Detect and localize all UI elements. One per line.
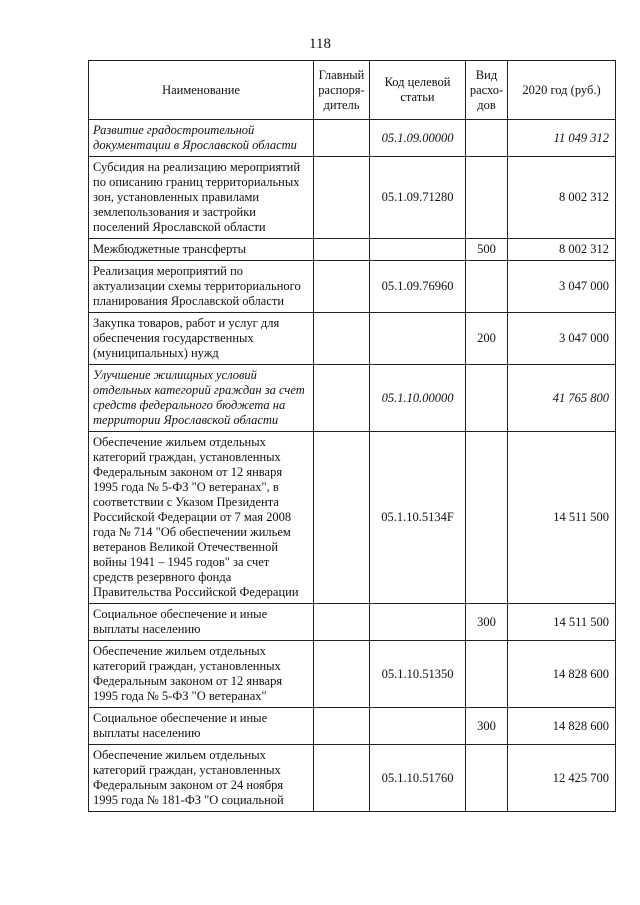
row-amount: 11 049 312 [508, 120, 616, 157]
row-name: Развитие градостроительной документации в Ярославской области [89, 120, 314, 157]
header-amount: 2020 год (руб.) [508, 61, 616, 120]
row-amount: 3 047 000 [508, 261, 616, 313]
row-expense-type: 300 [466, 604, 508, 641]
row-amount: 8 002 312 [508, 157, 616, 239]
row-chief-manager [314, 604, 370, 641]
table-row [89, 641, 616, 708]
table-row [89, 313, 616, 365]
table-row [89, 365, 616, 432]
row-amount: 41 765 800 [508, 365, 616, 432]
table-row [89, 745, 616, 812]
row-expense-type [466, 261, 508, 313]
table-row [89, 120, 616, 157]
row-expense-type: 200 [466, 313, 508, 365]
table-row [89, 432, 616, 604]
budget-table [88, 60, 616, 812]
table-row [89, 604, 616, 641]
header-chief-manager: Главный распоря-дитель [314, 61, 370, 120]
row-chief-manager [314, 157, 370, 239]
row-target-code: 05.1.10.51350 [370, 641, 466, 708]
row-name: Улучшение жилищных условий отдельных категорий граждан за счет средств федерального бюджета на территории Ярославской области [89, 365, 314, 432]
row-target-code: 05.1.09.71280 [370, 157, 466, 239]
row-amount: 14 511 500 [508, 604, 616, 641]
row-target-code: 05.1.10.51760 [370, 745, 466, 812]
row-chief-manager [314, 313, 370, 365]
row-target-code [370, 313, 466, 365]
row-chief-manager [314, 641, 370, 708]
row-amount: 14 511 500 [508, 432, 616, 604]
row-target-code [370, 604, 466, 641]
row-name: Социальное обеспечение и иные выплаты населению [89, 604, 314, 641]
row-chief-manager [314, 261, 370, 313]
table-row [89, 157, 616, 239]
row-amount: 14 828 600 [508, 641, 616, 708]
row-chief-manager [314, 432, 370, 604]
row-expense-type [466, 365, 508, 432]
table-header-row [89, 61, 616, 120]
row-target-code [370, 708, 466, 745]
row-amount: 12 425 700 [508, 745, 616, 812]
row-expense-type [466, 120, 508, 157]
row-amount: 14 828 600 [508, 708, 616, 745]
row-target-code: 05.1.09.00000 [370, 120, 466, 157]
row-chief-manager [314, 239, 370, 261]
row-target-code: 05.1.10.00000 [370, 365, 466, 432]
row-name: Обеспечение жильем отдельных категорий граждан, установленных Федеральным законом от 12 января 1995 года № 5-ФЗ "О ветеранах", в соответствии с Указом Президента Российской Федерации от 7 мая 2008 года № 714 "Об обеспечении жильем ветеранов Великой Отечественной войны 1941 – 1945 годов" за счет средств резервного фонда Правительства Российской Федерации [89, 432, 314, 604]
row-target-code [370, 239, 466, 261]
row-name: Межбюджетные трансферты [89, 239, 314, 261]
row-name: Социальное обеспечение и иные выплаты населению [89, 708, 314, 745]
row-expense-type [466, 157, 508, 239]
row-name: Обеспечение жильем отдельных категорий граждан, установленных Федеральным законом от 12 января 1995 года № 5-ФЗ "О ветеранах" [89, 641, 314, 708]
table-row [89, 708, 616, 745]
header-target-code: Код целевой статьи [370, 61, 466, 120]
row-name: Субсидия на реализацию мероприятий по описанию границ территориальных зон, установленных правилами землепользования и застройки поселений Ярославской области [89, 157, 314, 239]
row-chief-manager [314, 365, 370, 432]
row-name: Закупка товаров, работ и услуг для обеспечения государственных (муниципальных) нужд [89, 313, 314, 365]
page-number: 118 [309, 36, 331, 52]
row-target-code: 05.1.09.76960 [370, 261, 466, 313]
table-row [89, 261, 616, 313]
row-target-code: 05.1.10.5134F [370, 432, 466, 604]
row-chief-manager [314, 120, 370, 157]
header-name: Наименование [89, 61, 314, 120]
table-row [89, 239, 616, 261]
row-amount: 8 002 312 [508, 239, 616, 261]
row-expense-type [466, 745, 508, 812]
row-chief-manager [314, 745, 370, 812]
row-name: Реализация мероприятий по актуализации схемы территориального планирования Ярославской области [89, 261, 314, 313]
row-expense-type [466, 641, 508, 708]
row-name: Обеспечение жильем отдельных категорий граждан, установленных Федеральным законом от 24 ноября 1995 года № 181-ФЗ "О социальной [89, 745, 314, 812]
header-expense-type: Вид расхо-дов [466, 61, 508, 120]
row-amount: 3 047 000 [508, 313, 616, 365]
row-expense-type [466, 432, 508, 604]
row-chief-manager [314, 708, 370, 745]
row-expense-type: 300 [466, 708, 508, 745]
row-expense-type: 500 [466, 239, 508, 261]
